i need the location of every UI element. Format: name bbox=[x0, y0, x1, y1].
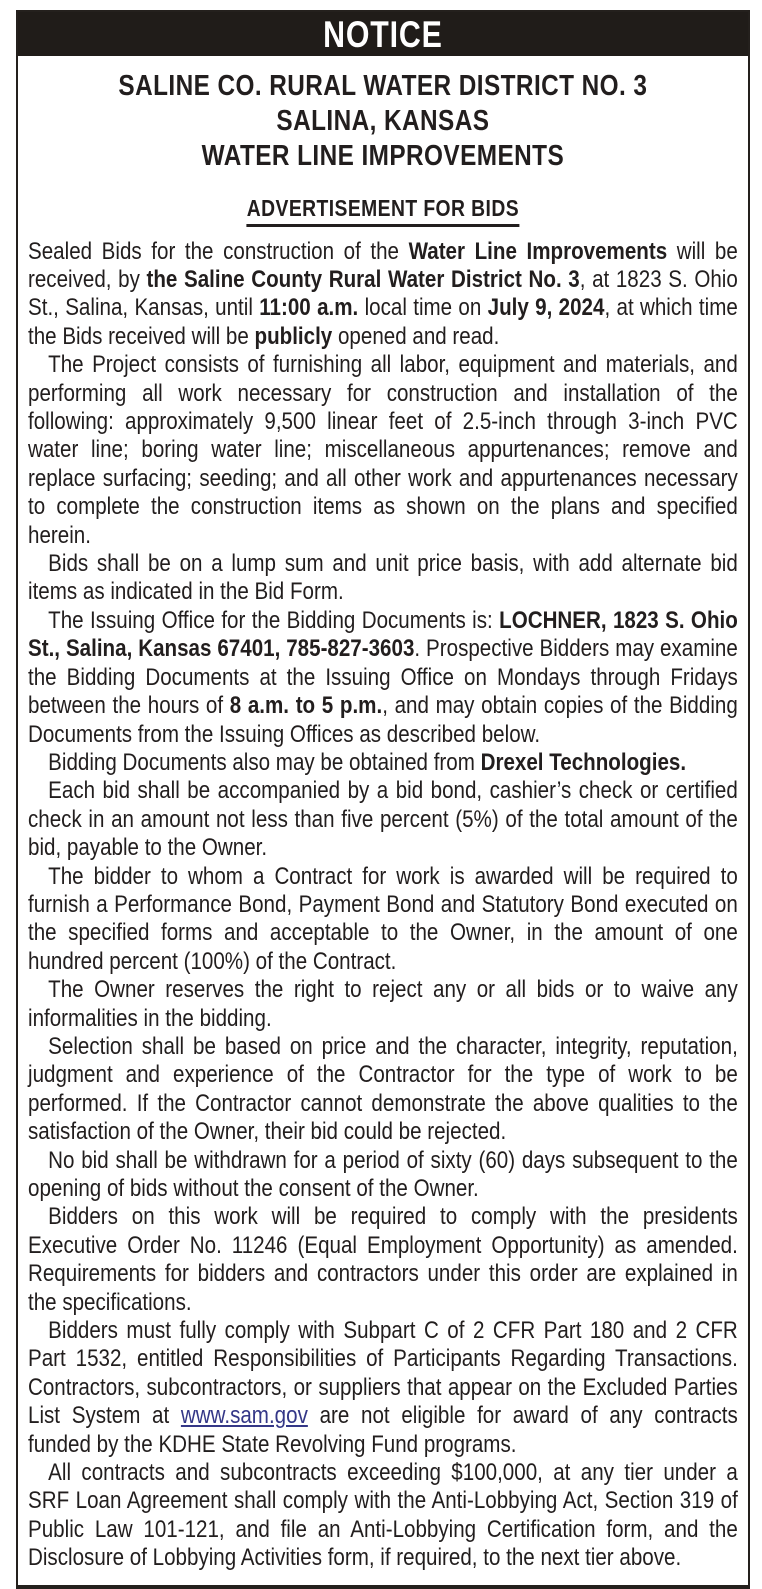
text-run: The Project consists of furnishing all labor, equipment and materials, and performing all work necessary for construction and installation of the following: approximately 9,500 linear feet of 2.5-inch through 3-inch PVC water line; boring water line; miscellaneous appurtenances; remove and replace surfacing; seeding; and all other work and appurtenances necessary to complete the construction items as shown on the plans and specified herein. bbox=[28, 351, 738, 549]
notice-header-bar bbox=[18, 12, 748, 56]
text-run: opened and read. bbox=[332, 322, 500, 350]
text-run: The Issuing Office for the Bidding Documents is: bbox=[48, 606, 500, 634]
text-run: The Owner reserves the right to reject any or all bids or to waive any informalities in the bidding. bbox=[28, 976, 738, 1032]
title-line-project: WATER LINE IMPROVEMENTS bbox=[201, 140, 565, 172]
body-paragraphs bbox=[28, 238, 738, 1573]
title-line-city: SALINA, KANSAS bbox=[276, 105, 490, 137]
sam-gov-link[interactable]: www.sam.gov bbox=[180, 1402, 308, 1430]
paragraph bbox=[28, 777, 738, 862]
document-content bbox=[18, 56, 748, 1585]
paragraph bbox=[28, 1203, 738, 1317]
document-titles bbox=[28, 69, 738, 174]
notice-document-box bbox=[16, 10, 750, 1589]
text-run: Each bid shall be accompanied by a bid bond, cashier’s check or certified check in an amount not less than five percent (5%) of the total amount of the bid, payable to the Owner. bbox=[28, 777, 738, 862]
bold-text-run: LOCHNER, 1823 S. Ohio St., Salina, Kansas 67401, 785-827-3603 bbox=[28, 606, 738, 663]
text-run: Bidding Documents also may be obtained from bbox=[48, 748, 481, 776]
text-run: will be received, by bbox=[28, 237, 738, 293]
text-run: local time on bbox=[358, 294, 488, 322]
bold-text-run: July 9, 2024 bbox=[487, 294, 605, 322]
bold-text-run: 11:00 a.m. bbox=[259, 294, 359, 322]
text-run: Selection shall be based on price and the character, integrity, reputation, judgment and experience of the Contractor for the type of work to be performed. If the Contractor cannot demonstrate the above qualities to the satisfaction of the Owner, their bid could be rejected. bbox=[28, 1032, 738, 1146]
notice-title: NOTICE bbox=[323, 13, 443, 55]
text-run: , at 1823 S. Ohio St., Salina, Kansas, until bbox=[28, 266, 738, 322]
bold-text-run: the Saline County Rural Water District No. 3 bbox=[146, 266, 580, 293]
paragraph bbox=[28, 1317, 738, 1459]
advertisement-for-bids-heading: ADVERTISEMENT FOR BIDS bbox=[247, 195, 519, 227]
bold-text-run: publicly bbox=[254, 322, 333, 350]
paragraph bbox=[28, 1147, 738, 1204]
bold-text-run: Water Line Improvements bbox=[408, 237, 668, 265]
text-run: Bidders must fully comply with Subpart C of 2 CFR Part 180 and 2 CFR Part 1532, entitled Responsibilities of Participants Regarding Transactions. Contractors, subcontractors, or suppliers that appear on the Excluded Parties List System at bbox=[28, 1317, 738, 1430]
text-run: are not eligible for award of any contracts funded by the KDHE State Revolving Fund programs. bbox=[28, 1402, 738, 1458]
text-run: The bidder to whom a Contract for work is awarded will be required to furnish a Performance Bond, Payment Bond and Statutory Bond executed on the specified forms and acceptable to the Owner, in the amount of one hundred percent (100%) of the Contract. bbox=[28, 862, 738, 975]
paragraph bbox=[28, 1033, 738, 1147]
subtitle-wrapper bbox=[28, 195, 738, 227]
paragraph bbox=[28, 607, 738, 749]
text-run: All contracts and subcontracts exceeding $100,000, at any tier under a SRF Loan Agreement shall comply with the Anti-Lobbying Act, Section 319 of Public Law 101-121, and file an Anti-Lobbying Certification form, and the Disclosure of Lobbying Activities form, if required, to the next tier above. bbox=[28, 1459, 738, 1572]
text-run: , and may obtain copies of the Bidding Documents from the Issuing Offices as described below. bbox=[28, 692, 738, 748]
paragraph bbox=[28, 550, 738, 607]
text-run: No bid shall be withdrawn for a period of sixty (60) days subsequent to the opening of bids without the consent of the Owner. bbox=[28, 1146, 738, 1202]
paragraph bbox=[28, 1459, 738, 1573]
paragraph bbox=[28, 351, 738, 550]
text-run: Sealed Bids for the construction of the bbox=[28, 237, 409, 265]
bold-text-run: 8 a.m. to 5 p.m. bbox=[229, 692, 383, 720]
text-run: Bids shall be on a lump sum and unit price basis, with add alternate bid items as indicated in the Bid Form. bbox=[28, 550, 738, 606]
text-run: . Prospective Bidders may examine the Bidding Documents at the Issuing Office on Mondays through Fridays between the hours of bbox=[28, 635, 738, 720]
text-run: , at which time the Bids received will be bbox=[28, 294, 738, 350]
paragraph bbox=[28, 749, 738, 777]
condensed-text-wrapper bbox=[28, 69, 738, 1573]
bold-text-run: Drexel Technologies. bbox=[480, 748, 687, 776]
text-run: Bidders on this work will be required to comply with the presidents Executive Order No. 11246 (Equal Employment Opportunity) as amended. Requirements for bidders and contractors under this order are explained in the specifications. bbox=[28, 1203, 738, 1316]
paragraph bbox=[28, 238, 738, 352]
paragraph bbox=[28, 863, 738, 977]
title-line-district: SALINE CO. RURAL WATER DISTRICT NO. 3 bbox=[118, 70, 648, 102]
paragraph bbox=[28, 976, 738, 1033]
